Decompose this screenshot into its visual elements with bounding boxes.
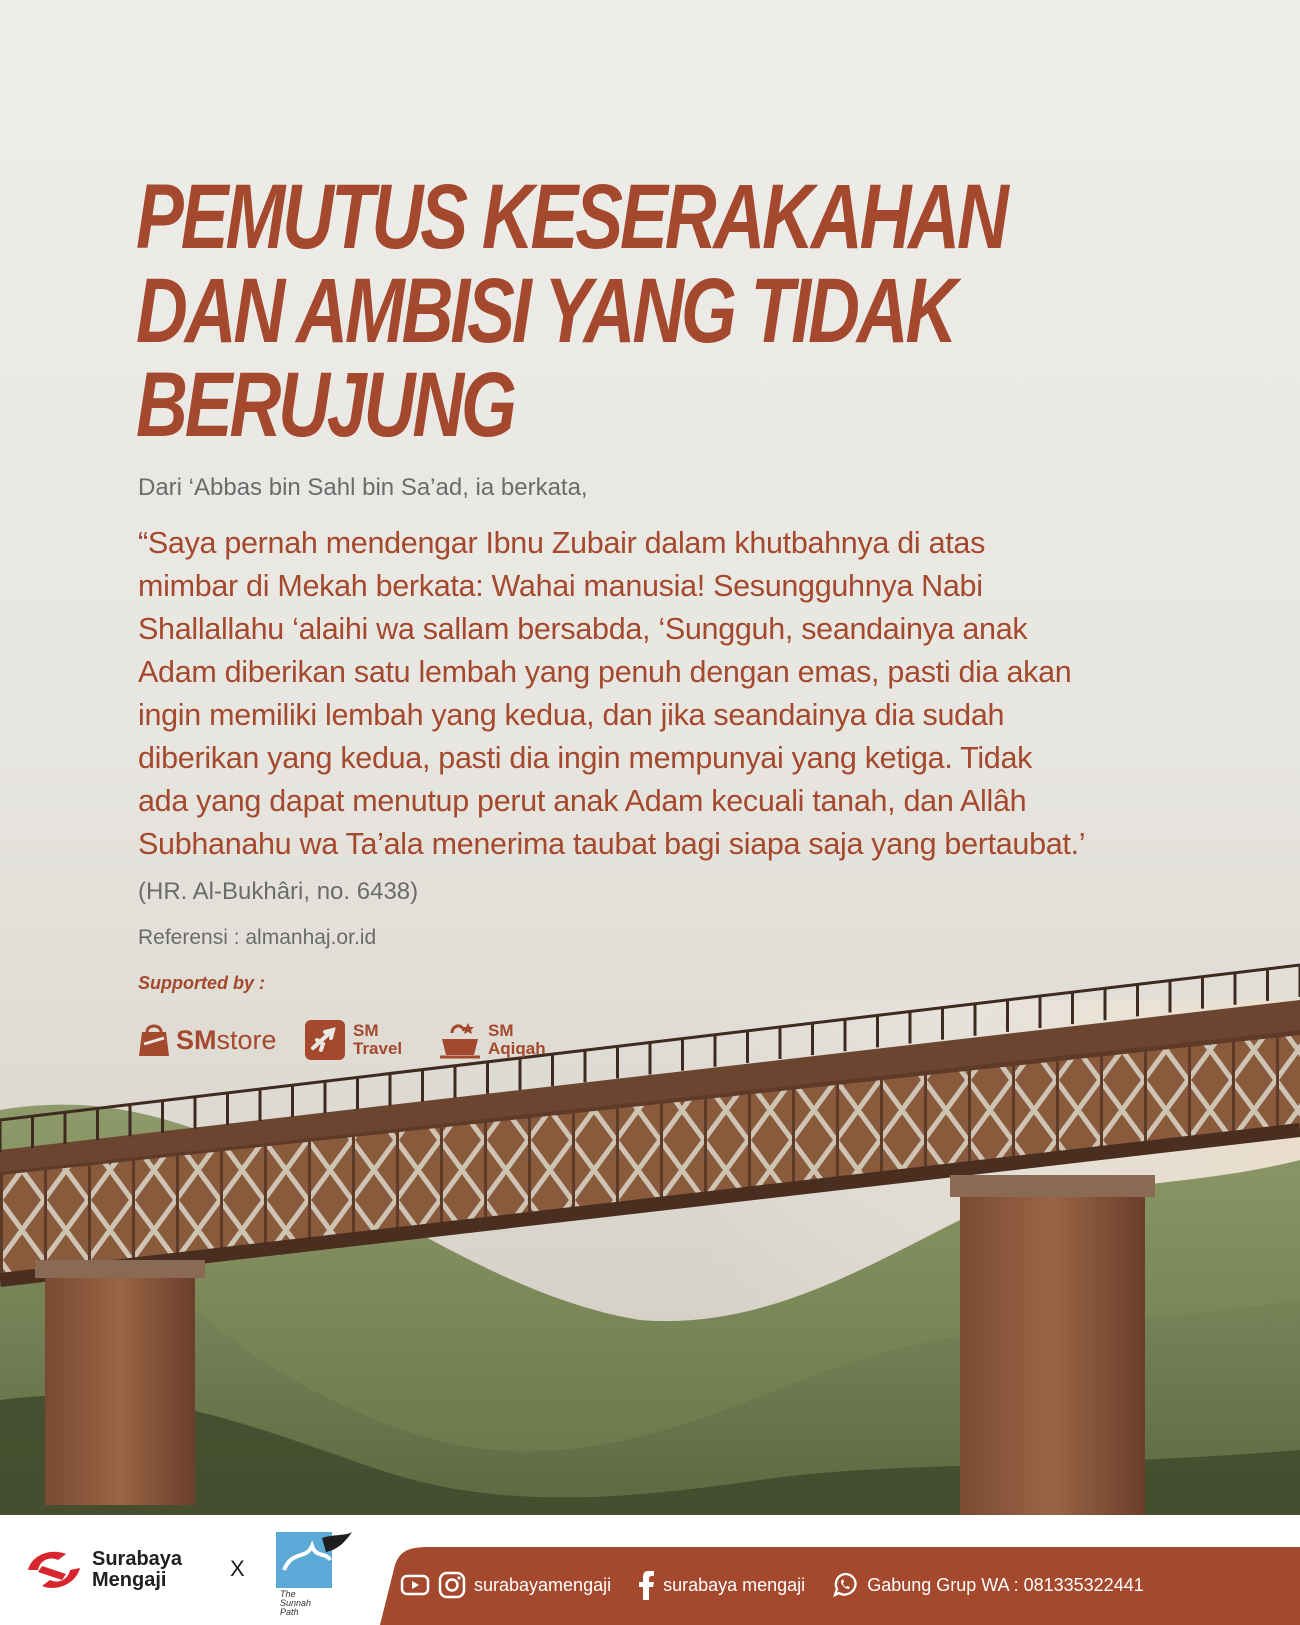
cooking-pot-icon [438, 1019, 482, 1061]
partner-line-1: The [280, 1589, 296, 1599]
sm-store-bold: SM [176, 1024, 217, 1055]
youtube-icon [400, 1573, 430, 1597]
brand-line-1: Surabaya [92, 1548, 183, 1570]
intro-text: Dari ‘Abbas bin Sahl bin Sa’ad, ia berkata, [138, 474, 588, 501]
quote-line: ada yang dapat menutup perut anak Adam kecuali tanah, dan Allâh [138, 784, 1027, 818]
quote-line: ingin memiliki lembah yang kedua, dan jika seandainya dia sudah [138, 698, 1005, 732]
surabaya-mengaji-emblem-icon [22, 1544, 86, 1596]
quote-line: Shallallahu ‘alaihi wa sallam bersabda, ‘Sungguh, seandainya anak [138, 612, 1028, 646]
collab-separator: X [230, 1556, 245, 1581]
brand-line-2: Mengaji [92, 1569, 167, 1591]
instagram-icon [438, 1571, 466, 1599]
surabaya-mengaji-logo [22, 1540, 182, 1600]
hadith-source: (HR. Al-Bukhâri, no. 6438) [138, 878, 419, 905]
sm-travel-logo [303, 1015, 402, 1065]
facebook-handle: surabaya mengaji [663, 1574, 806, 1595]
quote-line: Adam diberikan satu lembah yang penuh dengan emas, pasti dia akan [138, 655, 1072, 689]
reference-link: Referensi : almanhaj.or.id [138, 926, 377, 949]
sm-aqiqah-line2: Aqiqah [488, 1039, 546, 1058]
youtube-instagram-handle: surabayamengaji [474, 1574, 612, 1595]
title-line-2: DAN AMBISI YANG TIDAK [136, 260, 955, 362]
sponsor-logos [138, 1015, 658, 1065]
facebook-icon [637, 1570, 655, 1600]
sm-travel-line1: SM [353, 1021, 379, 1040]
youtube-instagram-link[interactable] [400, 1571, 611, 1599]
partner-line-2: Sunnah [280, 1598, 312, 1608]
whatsapp-group-text: Gabung Grup WA : 081335322441 [867, 1574, 1144, 1595]
title-line-3: BERUJUNG [136, 354, 514, 456]
whatsapp-group-link[interactable] [831, 1571, 1144, 1599]
title-line-1: PEMUTUS KESERAKAHAN [136, 166, 1006, 268]
sm-store-light: store [216, 1024, 277, 1055]
facebook-link[interactable] [637, 1570, 805, 1600]
quote-line: “Saya pernah mendengar Ibnu Zubair dalam khutbahnya di atas [138, 526, 986, 560]
quote-line: Subhanahu wa Ta’ala menerima taubat bagi siapa saja yang bertaubat.’ [138, 827, 1086, 861]
whatsapp-icon [831, 1571, 859, 1599]
quote-line: mimbar di Mekah berkata: Wahai manusia! Sesungguhnya Nabi [138, 569, 983, 603]
partner-line-3: Path [280, 1607, 299, 1617]
hadith-quote [138, 522, 1258, 866]
sm-aqiqah-logo [438, 1015, 546, 1065]
sm-store-logo [138, 1015, 277, 1065]
page-title [136, 166, 1010, 456]
sunnah-path-label [280, 1590, 311, 1617]
sm-travel-line2: Travel [353, 1039, 403, 1058]
airplane-icon [303, 1018, 347, 1062]
sm-aqiqah-line1: SM [488, 1021, 514, 1040]
quote-line: diberikan yang kedua, pasti dia ingin mempunyai yang ketiga. Tidak [138, 741, 1033, 775]
supported-by-label: Supported by : [138, 973, 265, 993]
social-bar [400, 1560, 1170, 1610]
shopping-bag-icon [138, 1022, 170, 1058]
